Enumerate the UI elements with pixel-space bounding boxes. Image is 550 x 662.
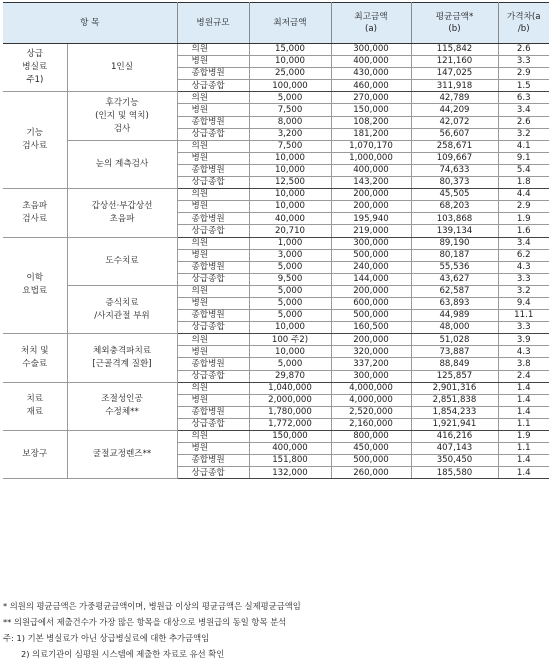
min-cell: 3,000 [249, 249, 331, 261]
min-cell: 132,000 [249, 467, 331, 479]
min-cell: 5,000 [249, 358, 331, 370]
avg-cell: 56,607 [411, 128, 498, 140]
size-cell: 의원 [177, 285, 249, 297]
avg-cell: 45,505 [411, 189, 498, 201]
max-cell: 200,000 [331, 189, 411, 201]
size-cell: 병원 [177, 297, 249, 309]
avg-cell: 80,187 [411, 249, 498, 261]
footnote: ** 의원급에서 제출건수가 가장 많은 항목을 대상으로 병원급의 동일 항목 분석 [3, 617, 287, 627]
size-cell: 상급종합 [177, 177, 249, 189]
footnote: 2) 의료기관이 심평원 시스템에 제출한 자료로 유선 확인 [21, 649, 225, 659]
header-min: 최저금액 [249, 3, 331, 44]
max-cell: 219,000 [331, 225, 411, 237]
avg-cell: 407,143 [411, 443, 498, 455]
max-cell: 150,000 [331, 104, 411, 116]
avg-cell: 48,000 [411, 322, 498, 334]
avg-cell: 125,857 [411, 370, 498, 382]
header-max: 최고금액 (a) [331, 3, 411, 44]
avg-cell: 63,893 [411, 297, 498, 309]
min-cell: 5,000 [249, 285, 331, 297]
table-row [3, 431, 549, 443]
size-cell: 의원 [177, 431, 249, 443]
avg-cell: 2,851,838 [411, 394, 498, 406]
ratio-cell: 1.1 [498, 418, 549, 430]
max-cell: 270,000 [331, 92, 411, 104]
size-cell: 병원 [177, 346, 249, 358]
min-cell: 3,200 [249, 128, 331, 140]
max-cell: 2,520,000 [331, 406, 411, 418]
max-cell: 500,000 [331, 310, 411, 322]
min-cell: 20,710 [249, 225, 331, 237]
ratio-cell: 1.4 [498, 394, 549, 406]
table-body [3, 44, 549, 479]
min-cell: 12,500 [249, 177, 331, 189]
size-cell: 병원 [177, 394, 249, 406]
avg-cell: 350,450 [411, 455, 498, 467]
min-cell: 5,000 [249, 297, 331, 309]
size-cell: 병원 [177, 443, 249, 455]
header-avg: 평균금액* (b) [411, 3, 498, 44]
size-cell: 의원 [177, 189, 249, 201]
footnote: 주: 1) 기본 병실료가 아닌 상급병실료에 대한 추가금액임 [3, 633, 210, 643]
ratio-cell: 3.2 [498, 285, 549, 297]
item-cell: 갑상선·부갑상선 초음파 [67, 189, 177, 237]
max-cell: 108,200 [331, 116, 411, 128]
max-cell: 400,000 [331, 164, 411, 176]
item-cell: 굴절교정렌즈** [67, 431, 177, 479]
ratio-cell: 3.2 [498, 128, 549, 140]
category-cell: 치료 재료 [3, 382, 67, 430]
avg-cell: 1,854,233 [411, 406, 498, 418]
min-cell: 10,000 [249, 201, 331, 213]
min-cell: 151,800 [249, 455, 331, 467]
table-row [3, 189, 549, 201]
size-cell: 상급종합 [177, 80, 249, 92]
avg-cell: 44,209 [411, 104, 498, 116]
min-cell: 10,000 [249, 322, 331, 334]
ratio-cell: 3.3 [498, 273, 549, 285]
category-cell: 초음파 검사료 [3, 189, 67, 237]
min-cell: 1,040,000 [249, 382, 331, 394]
size-cell: 종합병원 [177, 310, 249, 322]
avg-cell: 42,789 [411, 92, 498, 104]
ratio-cell: 11.1 [498, 310, 549, 322]
header-item: 항 목 [3, 3, 177, 44]
max-cell: 2,160,000 [331, 418, 411, 430]
category-cell: 처치 및 수술료 [3, 334, 67, 382]
min-cell: 10,000 [249, 56, 331, 68]
min-cell: 5,000 [249, 92, 331, 104]
max-cell: 400,000 [331, 56, 411, 68]
avg-cell: 1,921,941 [411, 418, 498, 430]
table-row [3, 44, 549, 56]
ratio-cell: 3.9 [498, 334, 549, 346]
ratio-cell: 3.4 [498, 237, 549, 249]
table-row [3, 92, 549, 104]
table-row [3, 140, 549, 152]
max-cell: 1,000,000 [331, 152, 411, 164]
ratio-cell: 1.9 [498, 213, 549, 225]
header-ratio: 가격차(a /b) [498, 3, 549, 44]
max-cell: 4,000,000 [331, 382, 411, 394]
ratio-cell: 4.3 [498, 261, 549, 273]
min-cell: 10,000 [249, 152, 331, 164]
avg-cell: 89,190 [411, 237, 498, 249]
ratio-cell: 5.4 [498, 164, 549, 176]
min-cell: 1,000 [249, 237, 331, 249]
size-cell: 병원 [177, 104, 249, 116]
max-cell: 1,070,170 [331, 140, 411, 152]
avg-cell: 74,633 [411, 164, 498, 176]
ratio-cell: 6.2 [498, 249, 549, 261]
category-cell: 이학 요법료 [3, 237, 67, 334]
min-cell: 40,000 [249, 213, 331, 225]
avg-cell: 68,203 [411, 201, 498, 213]
min-cell: 100 주2) [249, 334, 331, 346]
category-cell: 보장구 [3, 431, 67, 479]
min-cell: 1,772,000 [249, 418, 331, 430]
ratio-cell: 3.3 [498, 56, 549, 68]
size-cell: 의원 [177, 92, 249, 104]
size-cell: 종합병원 [177, 116, 249, 128]
avg-cell: 416,216 [411, 431, 498, 443]
avg-cell: 109,667 [411, 152, 498, 164]
size-cell: 종합병원 [177, 455, 249, 467]
max-cell: 300,000 [331, 44, 411, 56]
category-cell: 상급 병실료 주1) [3, 44, 67, 92]
ratio-cell: 2.4 [498, 370, 549, 382]
item-cell: 1인실 [67, 44, 177, 92]
max-cell: 240,000 [331, 261, 411, 273]
ratio-cell: 4.1 [498, 140, 549, 152]
min-cell: 29,870 [249, 370, 331, 382]
ratio-cell: 2.9 [498, 68, 549, 80]
size-cell: 종합병원 [177, 213, 249, 225]
max-cell: 600,000 [331, 297, 411, 309]
ratio-cell: 9.4 [498, 297, 549, 309]
fee-comparison-table [3, 2, 549, 479]
min-cell: 8,000 [249, 116, 331, 128]
ratio-cell: 1.1 [498, 443, 549, 455]
max-cell: 4,000,000 [331, 394, 411, 406]
size-cell: 종합병원 [177, 164, 249, 176]
ratio-cell: 1.4 [498, 467, 549, 479]
max-cell: 320,000 [331, 346, 411, 358]
ratio-cell: 3.4 [498, 104, 549, 116]
avg-cell: 139,134 [411, 225, 498, 237]
max-cell: 337,200 [331, 358, 411, 370]
size-cell: 상급종합 [177, 225, 249, 237]
size-cell: 종합병원 [177, 406, 249, 418]
ratio-cell: 1.5 [498, 80, 549, 92]
min-cell: 100,000 [249, 80, 331, 92]
ratio-cell: 1.4 [498, 455, 549, 467]
item-cell: 체외충격파치료 [근골격계 질환] [67, 334, 177, 382]
size-cell: 상급종합 [177, 467, 249, 479]
avg-cell: 311,918 [411, 80, 498, 92]
min-cell: 5,000 [249, 261, 331, 273]
min-cell: 10,000 [249, 189, 331, 201]
table-row [3, 237, 549, 249]
min-cell: 5,000 [249, 310, 331, 322]
size-cell: 의원 [177, 382, 249, 394]
max-cell: 300,000 [331, 370, 411, 382]
ratio-cell: 2.6 [498, 44, 549, 56]
min-cell: 15,000 [249, 44, 331, 56]
max-cell: 300,000 [331, 237, 411, 249]
size-cell: 종합병원 [177, 68, 249, 80]
ratio-cell: 3.8 [498, 358, 549, 370]
avg-cell: 103,868 [411, 213, 498, 225]
avg-cell: 51,028 [411, 334, 498, 346]
ratio-cell: 4.3 [498, 346, 549, 358]
ratio-cell: 6.3 [498, 92, 549, 104]
min-cell: 9,500 [249, 273, 331, 285]
avg-cell: 115,842 [411, 44, 498, 56]
ratio-cell: 1.6 [498, 225, 549, 237]
avg-cell: 185,580 [411, 467, 498, 479]
table-header-row [3, 3, 549, 44]
ratio-cell: 4.4 [498, 189, 549, 201]
footnotes [3, 598, 301, 662]
ratio-cell: 1.8 [498, 177, 549, 189]
avg-cell: 147,025 [411, 68, 498, 80]
min-cell: 7,500 [249, 140, 331, 152]
category-cell: 기능 검사료 [3, 92, 67, 189]
size-cell: 병원 [177, 201, 249, 213]
avg-cell: 258,671 [411, 140, 498, 152]
size-cell: 상급종합 [177, 128, 249, 140]
size-cell: 의원 [177, 44, 249, 56]
max-cell: 430,000 [331, 68, 411, 80]
size-cell: 상급종합 [177, 322, 249, 334]
table-row [3, 285, 549, 297]
ratio-cell: 1.4 [498, 406, 549, 418]
avg-cell: 42,072 [411, 116, 498, 128]
item-cell: 후각기능 (인지 및 역치) 검사 [67, 92, 177, 140]
max-cell: 200,000 [331, 334, 411, 346]
max-cell: 195,940 [331, 213, 411, 225]
table-row [3, 382, 549, 394]
size-cell: 병원 [177, 152, 249, 164]
size-cell: 의원 [177, 334, 249, 346]
size-cell: 의원 [177, 140, 249, 152]
ratio-cell: 9.1 [498, 152, 549, 164]
size-cell: 의원 [177, 237, 249, 249]
max-cell: 260,000 [331, 467, 411, 479]
size-cell: 상급종합 [177, 418, 249, 430]
item-cell: 조절성인공 수정체** [67, 382, 177, 430]
avg-cell: 44,989 [411, 310, 498, 322]
size-cell: 상급종합 [177, 273, 249, 285]
size-cell: 상급종합 [177, 370, 249, 382]
max-cell: 500,000 [331, 249, 411, 261]
max-cell: 800,000 [331, 431, 411, 443]
ratio-cell: 2.9 [498, 201, 549, 213]
max-cell: 460,000 [331, 80, 411, 92]
item-cell: 증식치료 /사지관절 부위 [67, 285, 177, 333]
min-cell: 7,500 [249, 104, 331, 116]
avg-cell: 2,901,316 [411, 382, 498, 394]
item-cell: 도수치료 [67, 237, 177, 285]
ratio-cell: 2.6 [498, 116, 549, 128]
min-cell: 25,000 [249, 68, 331, 80]
item-cell: 눈의 계측검사 [67, 140, 177, 188]
size-cell: 병원 [177, 56, 249, 68]
footnote: * 의원의 평균금액은 가중평균금액이며, 병원급 이상의 평균금액은 실제평균금액임 [3, 601, 301, 611]
avg-cell: 121,160 [411, 56, 498, 68]
max-cell: 200,000 [331, 201, 411, 213]
max-cell: 450,000 [331, 443, 411, 455]
avg-cell: 80,373 [411, 177, 498, 189]
size-cell: 병원 [177, 249, 249, 261]
min-cell: 10,000 [249, 164, 331, 176]
ratio-cell: 1.4 [498, 382, 549, 394]
max-cell: 143,200 [331, 177, 411, 189]
min-cell: 2,000,000 [249, 394, 331, 406]
min-cell: 10,000 [249, 346, 331, 358]
avg-cell: 55,536 [411, 261, 498, 273]
ratio-cell: 1.9 [498, 431, 549, 443]
ratio-cell: 3.3 [498, 322, 549, 334]
min-cell: 1,780,000 [249, 406, 331, 418]
min-cell: 150,000 [249, 431, 331, 443]
avg-cell: 88,849 [411, 358, 498, 370]
size-cell: 종합병원 [177, 261, 249, 273]
min-cell: 400,000 [249, 443, 331, 455]
header-size: 병원규모 [177, 3, 249, 44]
max-cell: 200,000 [331, 285, 411, 297]
table-row [3, 334, 549, 346]
avg-cell: 43,627 [411, 273, 498, 285]
avg-cell: 62,587 [411, 285, 498, 297]
size-cell: 종합병원 [177, 358, 249, 370]
max-cell: 181,200 [331, 128, 411, 140]
max-cell: 160,500 [331, 322, 411, 334]
avg-cell: 73,887 [411, 346, 498, 358]
max-cell: 500,000 [331, 455, 411, 467]
max-cell: 144,000 [331, 273, 411, 285]
